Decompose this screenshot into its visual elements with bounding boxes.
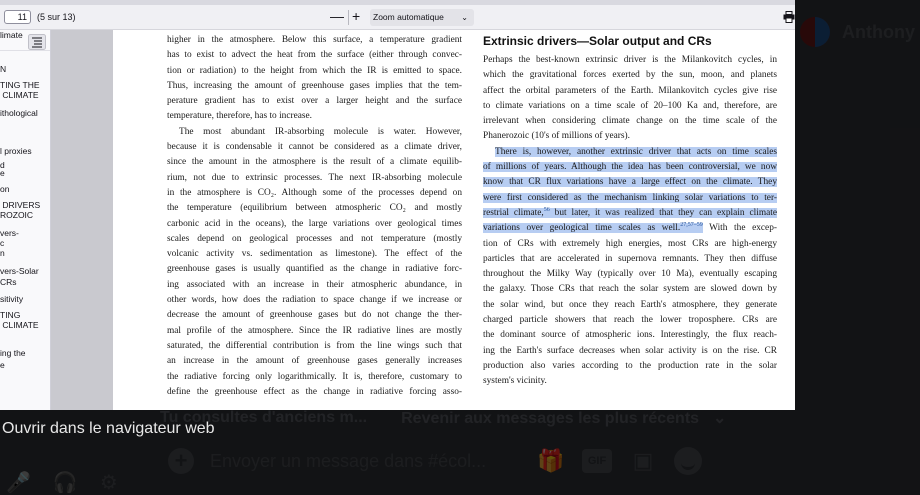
text-line: The most abundant IR-absorbing molecule is water. However,: [179, 126, 462, 137]
pdf-page: [113, 30, 795, 410]
printer-icon[interactable]: [783, 11, 795, 23]
text-line: throughout the Milky Way (typically over 10 Ma), eventually escaping: [483, 269, 777, 280]
outline-item[interactable]: ing the: [0, 348, 26, 358]
text-line: decrease the amount of greenhouse gases but do not change the ther-: [167, 310, 462, 321]
text-line: irrelevant when considering climate change on the time scale of the: [483, 116, 777, 127]
highlighted-text: know that CR flux variations have a large effect on the climate. They: [483, 177, 777, 188]
text-line: [483, 145, 777, 160]
text-line: other words, how does the radiation to space change if we increase or: [167, 295, 462, 306]
reference-marker[interactable]: 56: [543, 206, 550, 213]
zoom-select[interactable]: [370, 9, 474, 26]
zoom-select-value: Zoom automatique: [373, 12, 444, 22]
text-fragment: With the excep-: [702, 223, 777, 234]
text-line: system's vicinity.: [483, 376, 547, 387]
text-line: [483, 160, 777, 175]
highlighted-text: There is, however, another extrinsic driver that acts on time scales: [495, 146, 777, 157]
outline-item[interactable]: e: [0, 168, 5, 178]
chevron-down-icon: ⌄: [461, 13, 468, 22]
right-text-column: [483, 33, 777, 390]
text-line: Thus, increasing the amount of greenhouse gases implies that the tem-: [167, 80, 462, 91]
text-line: particles that are accelerated in supernova remnants. They then diffuse: [483, 253, 777, 264]
outline-item[interactable]: e: [0, 360, 5, 370]
text-fragment: but later, it was realized that they can explain climate: [549, 207, 777, 218]
text-line: rium, not due to extrinsic processes. The next IR-absorbing molecule: [167, 172, 462, 183]
text-line: the radiative forcing only logarithmically. It is, therefore, customary to: [167, 371, 462, 382]
text-line: ing associated with an increase in their atmospheric abundance, in: [167, 279, 462, 290]
text-line: higher in the atmosphere. Below this surface, a temperature gradient: [167, 35, 462, 45]
outline-item[interactable]: vers-: [0, 228, 19, 238]
sidebar-divider: [0, 50, 50, 51]
text-line: affect the orbital parameters of the Earth. Milankovitch cycles give rise: [483, 85, 777, 96]
outline-item[interactable]: c: [0, 238, 5, 248]
text-line: [483, 175, 777, 190]
text-line: an increase in the amount of greenhouse gases generally increases: [167, 356, 462, 367]
outline-item[interactable]: TING: [0, 310, 21, 320]
outline-item[interactable]: N: [0, 64, 7, 74]
text-line: mal profile of the atmosphere. Since the IR radiative lines are mostly: [167, 325, 462, 336]
zoom-out-button[interactable]: —: [330, 8, 344, 24]
zoom-divider: [348, 10, 349, 25]
highlighted-text: [483, 223, 703, 233]
outline-item[interactable]: n: [0, 248, 5, 258]
outline-item[interactable]: DRIVERS: [0, 200, 41, 210]
page-count-label: (5 sur 13): [37, 12, 76, 22]
text-fragment: variations over geological time scales as well.: [483, 223, 681, 234]
text-fragment: restrial climate,: [483, 207, 544, 218]
outline-item[interactable]: d: [0, 160, 5, 170]
text-line: [483, 206, 777, 221]
text-line: because it is condensable it cannot be considered as a climate driver,: [167, 142, 462, 153]
zoom-in-button[interactable]: +: [352, 8, 361, 24]
outline-item[interactable]: CLIMATE: [0, 320, 39, 330]
text-line: which the gravitational forces exerted by the sun, moon, and planets: [483, 70, 777, 81]
reference-marker[interactable]: 27,57–59: [680, 222, 703, 229]
text-line: to climate variations on a time scale of 20–100 Ka and, therefore, are: [483, 100, 777, 111]
text-line: ing the Earth's surface decreases when solar activity is on the rise. CR: [483, 345, 777, 356]
text-line: charged particle showers that reach the lower troposphere. CRs are: [483, 315, 777, 326]
highlighted-text: were first considered as the mechanism linking solar variations to ter-: [483, 192, 777, 203]
text-line: tion or radiation) to the height from which the IR is emitted to space.: [167, 65, 462, 76]
outline-item[interactable]: TING THE: [0, 80, 40, 90]
text-line: production also varies according to the production rate in the solar: [483, 360, 777, 371]
text-line: perature gradient has to exist over a larger height and the surface: [167, 96, 462, 107]
text-line: temperature, therefore, has to increase.: [167, 111, 313, 122]
outline-sidebar: [0, 30, 51, 410]
outline-item[interactable]: ithological: [0, 108, 38, 118]
text-line: since the amount in the atmosphere is the result of a climate equilib-: [167, 157, 462, 168]
outline-item[interactable]: ROZOIC: [0, 210, 34, 220]
text-line: Phanerozoic (10's of millions of years).: [483, 131, 630, 142]
page-number-input[interactable]: 11: [4, 10, 31, 24]
outline-item[interactable]: CLIMATE: [0, 90, 39, 100]
outline-item[interactable]: on: [0, 184, 10, 194]
outline-view-icon[interactable]: [28, 34, 46, 50]
text-line: Perhaps the best-known extrinsic driver is the Milankovitch cycles, in: [483, 55, 777, 65]
text-line: scales depend on geological processes and not temperature (mostly: [167, 233, 462, 244]
page-gutter: [51, 30, 113, 410]
highlighted-text: [483, 208, 777, 218]
text-line: has to exist to advect the heat from the surface (either through convec-: [167, 50, 462, 61]
text-line: volcanic activity vs. sedimentation as limestone). The effect of the: [167, 249, 462, 260]
open-in-browser-link[interactable]: Ouvrir dans le navigateur web: [2, 420, 215, 437]
outline-item[interactable]: sitivity: [0, 294, 24, 304]
text-line: the galaxy. Those CRs that reach the solar system are slowed down by: [483, 284, 777, 295]
text-line: carbonic acid in the oceans), the large variations over geological times: [167, 218, 462, 229]
section-heading: Extrinsic drivers—Solar output and CRs: [483, 34, 712, 48]
left-text-column: [167, 33, 462, 400]
text-line: define the greenhouse effect as the change in radiative forcing asso-: [167, 386, 462, 397]
outline-item[interactable]: limate: [0, 30, 23, 40]
pdf-toolbar: [0, 5, 795, 30]
outline-item[interactable]: l proxies: [0, 146, 32, 156]
text-line: the dominant source of atmospheric ions. Interestingly, the flux reach-: [483, 330, 777, 341]
text-line: tion of CRs with extremely high energies, most CRs are high-energy: [483, 238, 777, 249]
text-line: [483, 221, 777, 236]
text-line: in the atmosphere is CO₂. Although some of the processes depend on: [167, 187, 462, 198]
text-line: the solar wind, but once they reach Earth's atmosphere, they generate: [483, 299, 777, 310]
outline-item[interactable]: CRs: [0, 277, 17, 287]
text-line: [483, 191, 777, 206]
outline-item[interactable]: vers-Solar: [0, 266, 39, 276]
text-line: saturated, the differential contribution is from the line wings such that: [167, 340, 462, 351]
paragraph-milankovitch: [483, 53, 777, 145]
text-line: greenhouse gases is usually quantified as the change in radiative forc-: [167, 264, 462, 275]
paragraph-cosmic-rays: [483, 145, 777, 390]
text-line: the temperature (equilibrium between atmospheric CO₂ and mostly: [167, 203, 462, 214]
highlighted-text: of millions of years. Although the idea has been controversial, we now: [483, 162, 777, 173]
